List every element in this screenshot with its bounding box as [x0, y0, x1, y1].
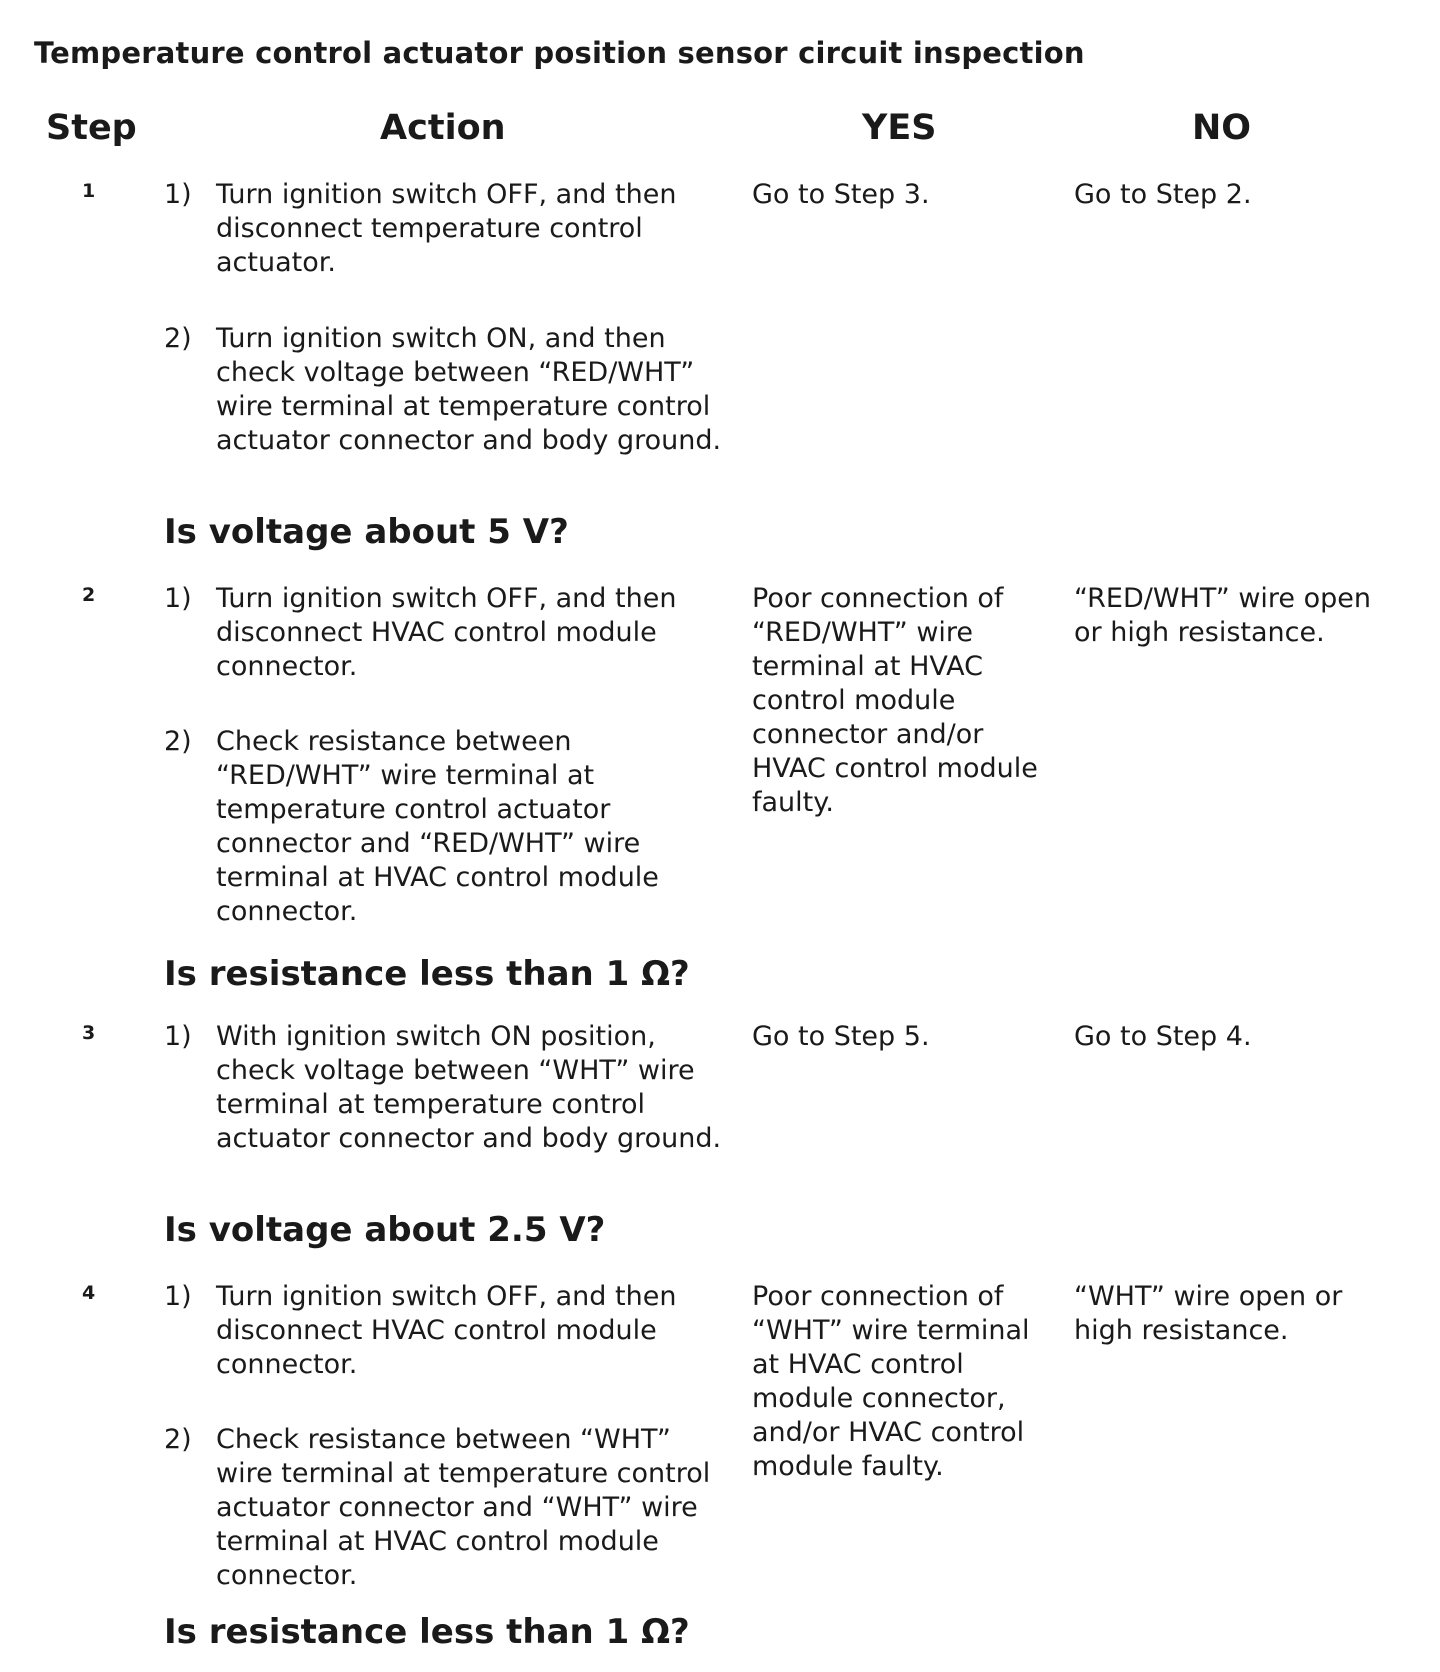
action-item-number: 1): [164, 1021, 192, 1052]
step-question: Is voltage about 2.5 V?: [164, 1210, 606, 1250]
yes-result: Go to Step 3.: [752, 179, 930, 210]
yes-result: Poor connection of “RED/WHT” wire terminal at HVAC control module connector and/or HVAC control module faulty.: [752, 583, 1038, 818]
action-item-number: 2): [164, 323, 192, 354]
yes-result: Poor connection of “WHT” wire terminal at HVAC control module connector, and/or HVAC control module faulty.: [752, 1281, 1030, 1482]
column-header-step: Step: [46, 108, 137, 148]
action-item: [164, 322, 724, 458]
step-number: 3: [82, 1022, 96, 1044]
no-result: Go to Step 2.: [1074, 179, 1252, 210]
action-item: [164, 1020, 724, 1156]
action-item: [164, 1423, 724, 1593]
action-item: [164, 178, 724, 280]
action-item-text: Check resistance between “WHT” wire terminal at temperature control actuator connector and “WHT” wire terminal at HVAC control module connector.: [216, 1424, 711, 1591]
yes-result: Go to Step 5.: [752, 1021, 930, 1052]
no-result: “WHT” wire open or high resistance.: [1074, 1281, 1343, 1346]
action-item-number: 1): [164, 1281, 192, 1312]
page-title: Temperature control actuator position sensor circuit inspection: [34, 36, 1085, 70]
action-item-text: Turn ignition switch OFF, and then disconnect HVAC control module connector.: [216, 583, 677, 682]
action-item-text: Turn ignition switch OFF, and then disconnect HVAC control module connector.: [216, 1281, 677, 1380]
action-item-text: Turn ignition switch ON, and then check voltage between “RED/WHT” wire terminal at temperature control actuator connector and body ground.: [216, 323, 722, 456]
column-header-no: NO: [1192, 108, 1252, 148]
action-item-text: Turn ignition switch OFF, and then disconnect temperature control actuator.: [216, 179, 677, 278]
action-item: [164, 725, 724, 929]
action-item-text: Check resistance between “RED/WHT” wire terminal at temperature control actuator connector and “RED/WHT” wire terminal at HVAC control module connector.: [216, 726, 659, 927]
step-question: Is voltage about 5 V?: [164, 512, 569, 552]
no-result: Go to Step 4.: [1074, 1021, 1252, 1052]
column-header-action: Action: [380, 108, 506, 148]
action-item-text: With ignition switch ON position, check voltage between “WHT” wire terminal at temperature control actuator connector and body ground.: [216, 1021, 722, 1154]
step-question: Is resistance less than 1 Ω?: [164, 1612, 690, 1652]
action-item-number: 2): [164, 726, 192, 757]
step-number: 4: [82, 1282, 96, 1304]
step-question: Is resistance less than 1 Ω?: [164, 954, 690, 994]
step-number: 1: [82, 180, 96, 202]
no-result: “RED/WHT” wire open or high resistance.: [1074, 583, 1371, 648]
action-item-number: 1): [164, 583, 192, 614]
action-item: [164, 582, 724, 684]
action-item-number: 1): [164, 179, 192, 210]
step-number: 2: [82, 584, 96, 606]
column-header-yes: YES: [862, 108, 937, 148]
action-item-number: 2): [164, 1424, 192, 1455]
action-item: [164, 1280, 724, 1382]
